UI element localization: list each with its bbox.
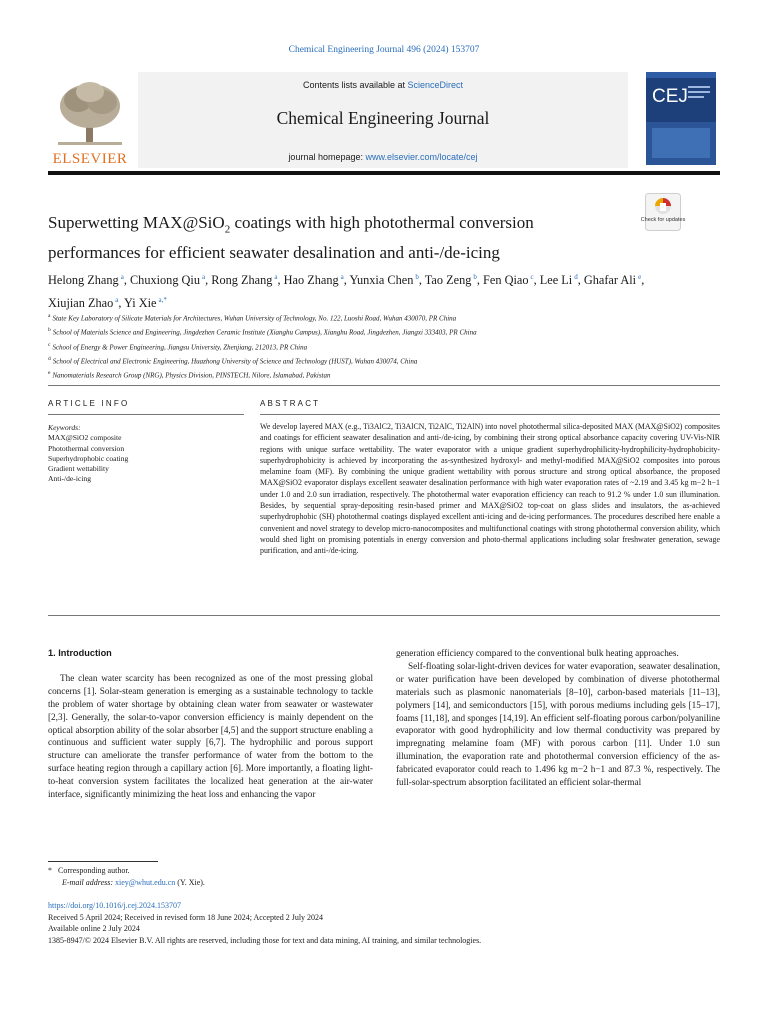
check-for-updates-badge[interactable] — [640, 193, 686, 231]
affiliation-marker: c — [530, 273, 534, 281]
email-link[interactable]: xiey@whut.edu.cn — [115, 878, 176, 887]
author-name[interactable]: Xiujian Zhao $^a$ — [48, 296, 119, 311]
author-name[interactable]: Helong Zhang $^a$ — [48, 273, 124, 288]
body-paragraph: generation efficiency compared to the conventional bulk heating approaches. — [396, 648, 679, 658]
keyword-item: Superhydrophobic coating — [48, 453, 129, 463]
keywords-block — [48, 423, 244, 485]
affiliation-marker: a — [115, 296, 119, 305]
homepage-line: journal homepage: www.elsevier.com/locate/cej — [288, 152, 478, 162]
cover-wordmark: CEJ — [652, 86, 688, 107]
body-paragraph: The clean water scarcity has been recognized as one of the most pressing global concerns [1]. Solar-steam generation is emerging as a sustainable technology to tackle the problem of water shortage by obtaining clean water from seawater or wastewater [2,3]. Generally, the solar-to-vapor conversion efficiency is mainly dependent on the optical absorption ability of the solar absorber [4,5] and the support structure enabling a continuous and sufficient water supply [6,7]. The hydrophilic and porous support structure can ameliorate the transfer performance of water from the bottom to the surface heating region through a capillary action [6]. More importantly, a floating light-to-heat conversion system facilitates the localized heat generation at the air-water interface, significantly minimizing the heat loss and enhancing the vapor — [48, 672, 373, 800]
author-list: Helong Zhang $^a$, Chuxiong Qiu $^a$, Rong Zhang $^a$, Hao Zhang $^a$, Yunxia Chen $^b$, Tao Zeng $^b$, Fen Qiao $^c$, Lee Li $^d$, Ghafar Ali $^e$, Xiujian Zhao $^a$, Yi Xie $^{a,*}$ — [48, 273, 645, 311]
author-name[interactable]: Rong Zhang $^a$ — [211, 273, 278, 288]
affiliation-marker: a — [120, 273, 124, 281]
elsevier-logo[interactable] — [48, 72, 132, 168]
abstract-text: We develop layered MAX (e.g., Ti3AlC2, Ti3AlCN, Ti2AlC, Ti2AlN) into novel photothermal silica-deposited MAX (MAX@SiO2) composites and coatings for efficient seawater desalination and anti-/de-icing, by combining their strong optical absorbance capacity covering UV-Vis-NIR regions with unique surface wettability. The water evaporator with a unique gradient superhydrophilicity-hydrophilicity-hydrophobicity-superhydrophobicity is achieved by incorporating the as-synthesized hydroxyl- and methyl-modified MAX@SiO2 composites into porous melamine foam (MF). By combining the unique gradient wettability with porous structure and strong optical absorbance, the proposed MAX@SiO2 evaporator displays excellent seawater desalination performance with high water evaporation rates of ~2.19 and 3.45 kg m−2 h−1 under 1.0 and 2.0 sun irradiation, respectively. The photothermal water evaporation efficiency can reach to 91.2 % under 1.0 sun illumination. Besides, by sequential spray-depositing resin-based primer and MAX@SiO2 top-coat on glass slides and insulators, the as-achieved superhydrophobic (SH) photothermal coatings displayed excellent anti-icing and de-icing performances. The procedures described here enable a convenient and novel strategy to develop micro-nanocomposites and multifunctional coatings with strong photothermal conversion ability, which would shed light on promising potentials in energy conversion and photo-thermal applications including solar freshwater generation, sewage purification, and anti-/de-icing. — [260, 422, 720, 556]
corresponding-author-note: * Corresponding author. — [48, 866, 130, 875]
article-title: Superwetting MAX@SiO$_2$ coatings with high photothermal conversion performances for efficient seawater desalination and anti-/de-icing — [48, 213, 534, 263]
copyright-notice: 1385-8947/© 2024 Elsevier B.V. All rights are reserved, including those for text and data mining, AI training, and similar technologies. — [48, 935, 482, 945]
author-name[interactable]: Ghafar Ali $^e$ — [583, 273, 642, 288]
affiliation-marker: e — [638, 273, 642, 281]
affiliation-marker: a — [202, 273, 206, 281]
journal-name: Chemical Engineering Journal — [276, 108, 490, 128]
affiliation-item: $^b$ School of Materials Science and Engineering, Jingdezhen Ceramic Institute (Xianghu Campus), Xianghu Road, Jingdezhen, Jiangxi 333403, PR China — [48, 327, 477, 337]
publisher-wordmark: ELSEVIER — [52, 151, 128, 167]
masthead — [48, 72, 728, 168]
section-rule — [48, 385, 720, 386]
body-column-left — [48, 647, 373, 801]
journal-reference[interactable]: Chemical Engineering Journal 496 (2024) 153707 — [288, 45, 480, 55]
keywords-list — [48, 433, 244, 484]
affiliation-item: $^a$ State Key Laboratory of Silicate Materials for Architectures, Wuhan University of Technology, No. 122, Luoshi Road, Wuhan 430070, PR China — [48, 313, 457, 323]
masthead-rule — [48, 171, 720, 175]
check-updates-label: Check for updates — [640, 217, 686, 223]
affiliation-item: $^c$ School of Energy & Power Engineering, Jiangsu University, Zhenjiang, 212013, PR China — [48, 341, 308, 351]
author-name[interactable]: Fen Qiao $^c$ — [483, 273, 534, 288]
keyword-item: Photothermal conversion — [48, 443, 125, 453]
history-dates: Received 5 April 2024; Received in revised form 18 June 2024; Accepted 2 July 2024 — [48, 912, 324, 922]
author-name[interactable]: Tao Zeng $^b$ — [424, 273, 477, 288]
section-heading: 1. Introduction — [48, 648, 112, 658]
affiliation-marker: a — [340, 273, 344, 281]
affiliation-marker: a — [274, 273, 278, 281]
keyword-item: Anti-/de-icing — [48, 474, 92, 484]
online-date: Available online 2 July 2024 — [48, 924, 140, 933]
affiliation-item: $^d$ School of Electrical and Electronic Engineering, Huazhong University of Science and Technology (HUST), Wuhan 430074, China — [48, 355, 418, 366]
publication-info — [48, 900, 728, 946]
left-paragraphs — [48, 672, 373, 801]
affiliation-marker: a,* — [158, 296, 167, 305]
author-name[interactable]: Lee Li $^d$ — [539, 273, 578, 288]
footnote-rule — [48, 861, 158, 862]
article-info-heading: ARTICLE INFO — [48, 399, 130, 408]
keyword-item: Gradient wettability — [48, 464, 109, 474]
affiliation-marker: b — [473, 273, 477, 281]
author-name[interactable]: Chuxiong Qiu $^a$ — [129, 273, 206, 288]
author-name[interactable]: Hao Zhang $^a$ — [283, 273, 344, 288]
affiliation-marker: d — [574, 273, 578, 281]
contents-line: Contents lists available at ScienceDirect — [302, 80, 464, 90]
right-paragraphs — [396, 647, 720, 789]
affiliation-item: $^e$ Nanomaterials Research Group (NRG), Physics Division, PINSTECH, Nilore, Islamabad, Pakistan — [48, 370, 331, 380]
article-info-rule — [48, 414, 244, 415]
affiliation-list — [48, 310, 688, 382]
keywords-label: Keywords: — [48, 423, 81, 432]
abstract-heading: ABSTRACT — [260, 399, 321, 408]
body-paragraph: Self-floating solar-light-driven devices for water evaporation, seawater desalination, or water purification have been developed by combination of diverse photothermal materials such as plasmonic nanomaterials [8–10], carbon-based materials [11–13], polymers [14], and semiconductors [15], with porous mediums including gels [15–17], foams [11,18], and sponges [14,19]. An efficient self-floating porous carbon/polyaniline evaporator with good hydrophilicity and low thermal conductivity was prepared by impregnating melamine foam (MF) with porous carbon [11]. Under 1.0 sun illumination, the evaporation rate and photothermal conversion efficiency of the as-fabricated evaporator could reach to 1.496 kg m−2 h−1 and 87.3 %, respectively. The full-solar-spectrum absorption facilitated an efficient solar-thermal — [396, 660, 720, 788]
author-name[interactable]: Yunxia Chen $^b$ — [349, 273, 419, 288]
sciencedirect-link[interactable]: ScienceDirect — [407, 80, 464, 90]
section-rule — [48, 615, 720, 616]
doi-link[interactable]: https://doi.org/10.1016/j.cej.2024.153707 — [48, 901, 181, 910]
journal-cover-thumbnail[interactable] — [646, 72, 716, 165]
masthead-banner — [138, 72, 628, 168]
abstract-rule — [260, 414, 720, 415]
affiliation-marker: b — [415, 273, 419, 281]
homepage-link[interactable]: www.elsevier.com/locate/cej — [365, 152, 478, 162]
email-note: E-mail address: xiey@whut.edu.cn (Y. Xie). — [62, 878, 205, 887]
author-name[interactable]: Yi Xie $^{a,*}$ — [124, 296, 167, 311]
body-column-right — [396, 647, 720, 789]
keyword-item: MAX@SiO2 composite — [48, 433, 122, 443]
footnotes — [48, 865, 658, 889]
